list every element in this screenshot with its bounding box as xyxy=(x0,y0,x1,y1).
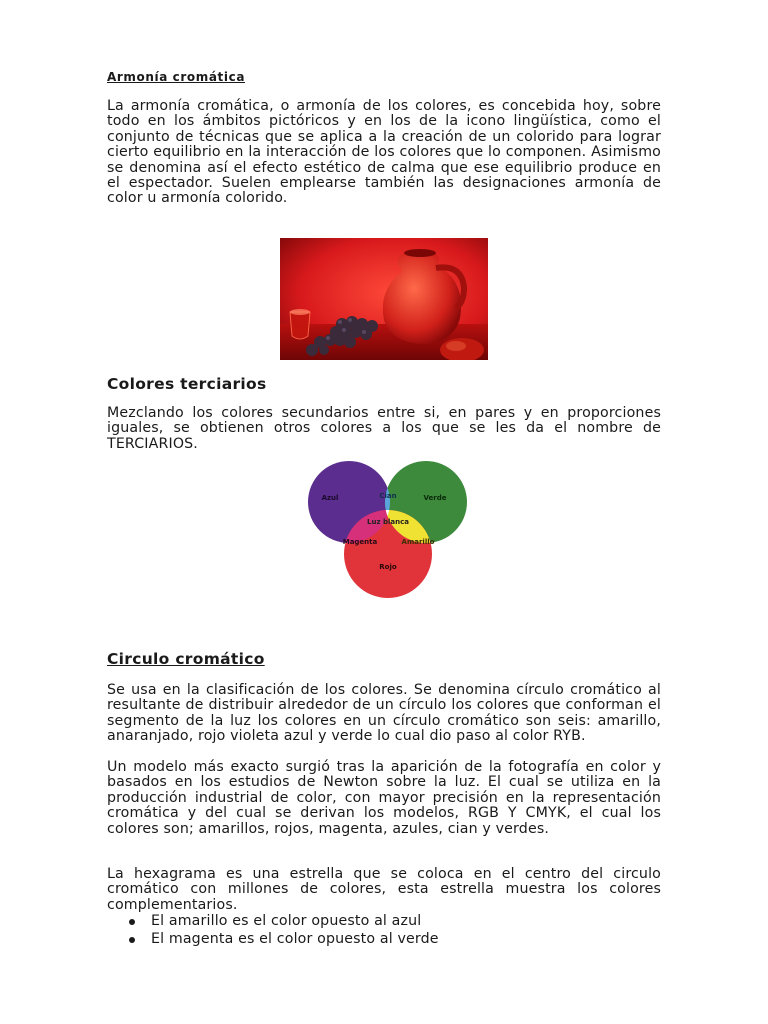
list-item: El amarillo es el color opuesto al azul xyxy=(107,913,439,931)
complementary-colors-list xyxy=(107,913,439,948)
label-magenta: Magenta xyxy=(342,538,378,546)
label-amarillo: Amarillo xyxy=(401,538,435,546)
label-luz-blanca: Luz blanca xyxy=(367,518,409,526)
label-azul: Azul xyxy=(321,494,339,502)
bullet-icon xyxy=(129,919,135,925)
paragraph-armonia: La armonía cromática, o armonía de los colores, es concebida hoy, sobre todo en los ámbitos pictóricos y en los de la icono lingüística, como el conjunto de técnicas que se aplica a la creación de un colorido para lograr cierto equilibrio en la interacción de los colores que lo componen. Asimismo se denomina así el efecto estético de calma que ese equilibrio produce en el espectador. Suelen emplearse también las designaciones armonía de color u armonía colorido. xyxy=(107,98,661,207)
still-life-photo xyxy=(280,238,488,360)
section-title-armonia: Armonía cromática xyxy=(107,70,246,84)
section-title-terciarios: Colores terciarios xyxy=(107,375,267,393)
list-item: El magenta es el color opuesto al verde xyxy=(107,931,439,949)
label-rojo: Rojo xyxy=(379,563,397,571)
paragraph-circulo-2: Un modelo más exacto surgió tras la aparición de la fotografía en color y basados en los estudios de Newton sobre la luz. El cual se utiliza en la producción industrial de color, con mayor precisión en la representación cromática y del cual se derivan los modelos, RGB Y CMYK, el cual los colores son; amarillos, rojos, magenta, azules, cian y verdes. xyxy=(107,759,661,837)
paragraph-hexagrama: La hexagrama es una estrella que se coloca en el centro del circulo cromático con millones de colores, esta estrella muestra los colores complementarios. xyxy=(107,866,661,913)
label-verde: Verde xyxy=(423,494,447,502)
section-title-circulo: Circulo cromático xyxy=(107,650,265,668)
label-cian: Cian xyxy=(379,492,397,500)
paragraph-circulo-1: Se usa en la clasificación de los colores. Se denomina círculo cromático al resultante de distribuir alrededor de un círculo los colores que conforman el segmento de la luz los colores en un círculo cromático son seis: amarillo, anaranjado, rojo violeta azul y verde lo cual dio paso al color RYB. xyxy=(107,682,661,745)
color-venn-diagram xyxy=(305,458,471,600)
bullet-icon xyxy=(129,937,135,943)
paragraph-terciarios: Mezclando los colores secundarios entre si, en pares y en proporciones iguales, se obtienen otros colores a los que se les da el nombre de TERCIARIOS. xyxy=(107,405,661,452)
